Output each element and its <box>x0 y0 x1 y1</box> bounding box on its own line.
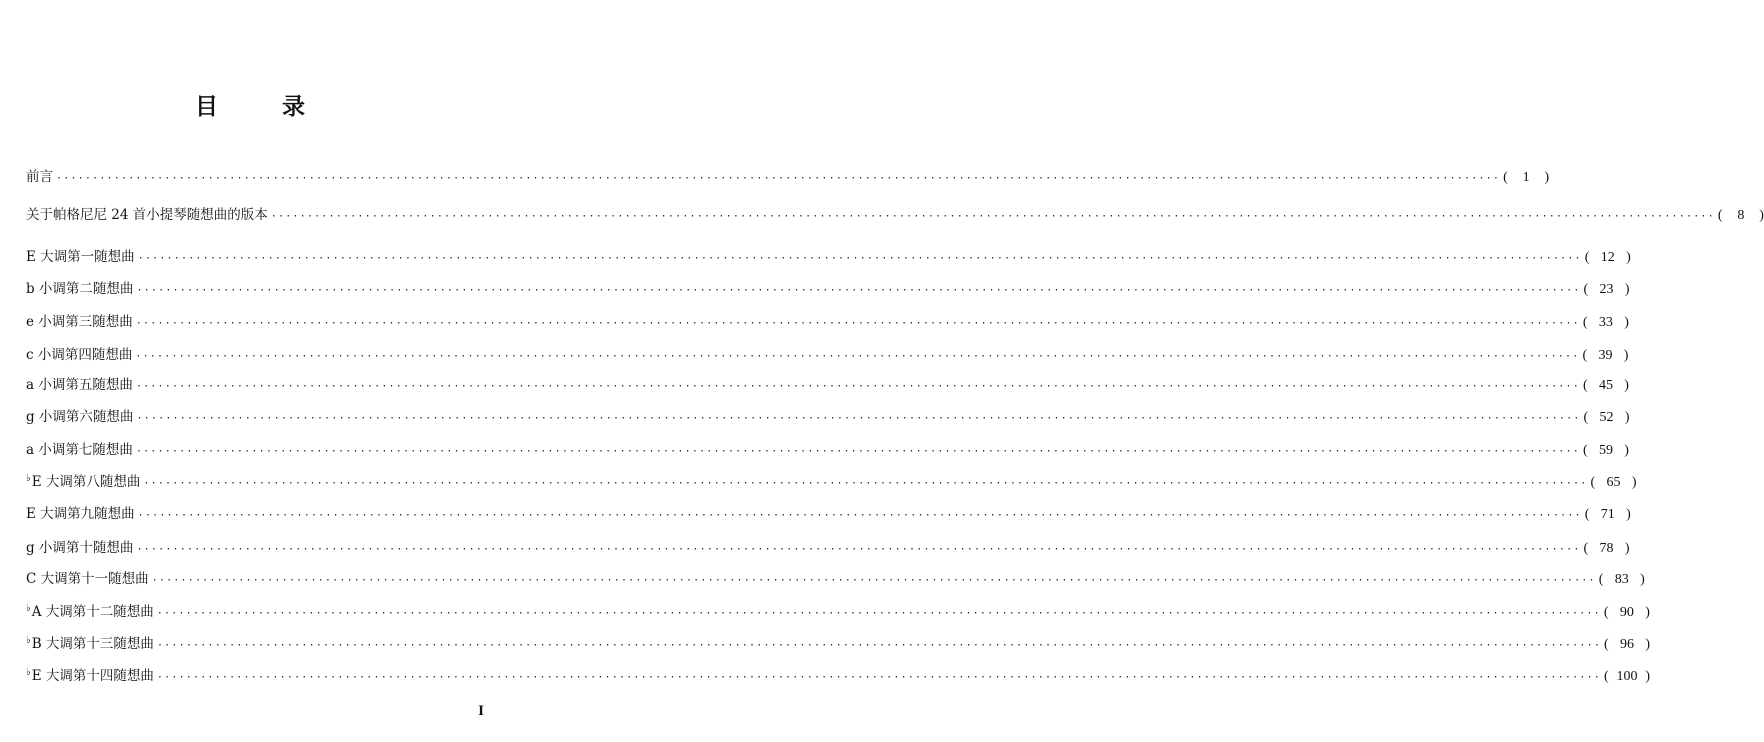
paren-close: ) <box>1640 572 1645 587</box>
paren-open: ( <box>1598 572 1604 587</box>
toc-entry-page <box>1583 375 1629 397</box>
page-title <box>0 88 500 121</box>
toc-entry <box>26 246 1631 268</box>
toc-entry-page <box>1604 634 1650 656</box>
toc-entry-text: E 大调第一随想曲 <box>26 249 135 265</box>
paren-open: ( <box>1603 605 1609 620</box>
toc-entry-text: 前言 <box>26 169 53 185</box>
toc-entry-title <box>26 246 135 268</box>
page-number: 100 <box>1616 669 1638 684</box>
paren-open: ( <box>1584 250 1590 265</box>
paren-open: ( <box>1717 208 1723 223</box>
toc-entry-page <box>1584 279 1630 301</box>
page-number: 33 <box>1598 315 1613 330</box>
page-number: 12 <box>1600 250 1615 265</box>
dot-leader: ········································································································································································································ <box>156 608 1601 619</box>
toc-entry-title <box>26 537 133 559</box>
paren-open: ( <box>1582 315 1588 330</box>
paren-open: ( <box>1582 378 1588 393</box>
paren-open: ( <box>1583 282 1589 297</box>
toc-entry <box>26 537 1630 559</box>
toc-entry-text: g 小调第六随想曲 <box>26 409 134 425</box>
toc-entry-title <box>26 633 154 657</box>
toc-entry-text: g 小调第十随想曲 <box>26 540 134 556</box>
page-number: 23 <box>1599 282 1614 297</box>
toc-entry-page <box>1585 504 1631 526</box>
dot-leader: ········································································································································································································ <box>56 173 1501 184</box>
flat-sign: ♭ <box>26 635 31 646</box>
paren-close: ) <box>1624 378 1629 393</box>
toc-entry-text: C 大调第十一随想曲 <box>26 571 149 587</box>
toc-entry-title <box>26 374 133 396</box>
dot-leader: ········································································································································································································ <box>156 672 1601 683</box>
toc-entry-title <box>26 278 133 300</box>
flat-sign: ♭ <box>26 603 31 614</box>
page-number: 65 <box>1606 475 1621 490</box>
dot-leader: ········································································································································································································ <box>135 318 1580 329</box>
toc-entry-text: E 大调第十四随想曲 <box>31 668 154 684</box>
toc-entry <box>26 374 1629 396</box>
toc-entry <box>26 601 1650 623</box>
paren-open: ( <box>1590 475 1596 490</box>
paren-open: ( <box>1582 348 1588 363</box>
toc-entry-text: B 大调第十三随想曲 <box>31 636 154 652</box>
paren-open: ( <box>1583 541 1589 556</box>
toc-entry-page <box>1604 666 1650 688</box>
dot-leader: ········································································································································································································ <box>156 640 1602 651</box>
toc-entry-page <box>1604 602 1650 624</box>
toc-entry-text: 关于帕格尼尼 24 首小提琴随想曲的版本 <box>26 207 268 223</box>
toc-entry-title <box>26 439 133 461</box>
toc-entry-page <box>1590 472 1636 494</box>
toc-entry-page <box>1503 167 1549 189</box>
paren-open: ( <box>1503 170 1508 185</box>
toc-entry-title <box>26 471 140 495</box>
paren-close: ) <box>1626 507 1631 522</box>
dot-leader: ········································································································································································································ <box>136 285 1581 296</box>
paren-open: ( <box>1582 443 1588 458</box>
toc-entry <box>26 204 1764 226</box>
toc-entry-page <box>1584 407 1630 429</box>
dot-leader: ········································································································································································································ <box>135 446 1580 457</box>
toc-entry-text: b 小调第二随想曲 <box>26 281 134 297</box>
toc-entry-title <box>26 311 133 333</box>
page-number: 59 <box>1598 443 1613 458</box>
toc-entry-page <box>1599 569 1645 591</box>
toc-entry <box>26 633 1651 655</box>
dot-leader: ········································································································································································································ <box>135 351 1580 362</box>
toc-entry-page <box>1583 440 1629 462</box>
page-title-part2: 录 <box>282 94 305 120</box>
paren-close: ) <box>1624 541 1630 556</box>
paren-close: ) <box>1544 170 1550 185</box>
toc-entry <box>26 344 1629 366</box>
paren-open: ( <box>1603 669 1609 684</box>
paren-close: ) <box>1624 282 1630 297</box>
toc-entry-page <box>1582 345 1628 367</box>
dot-leader: ········································································································································································································ <box>137 510 1582 521</box>
dot-leader: ········································································································································································································ <box>136 544 1581 555</box>
paren-close: ) <box>1624 443 1629 458</box>
toc-entry <box>26 311 1629 333</box>
toc-entry-title <box>26 665 154 689</box>
page-number: 39 <box>1598 348 1613 363</box>
toc-entry-page <box>1585 247 1631 269</box>
toc-entry-text: E 大调第八随想曲 <box>31 474 141 490</box>
toc-entry-text: E 大调第九随想曲 <box>26 506 135 522</box>
page-number: 8 <box>1737 208 1745 223</box>
paren-open: ( <box>1584 507 1590 522</box>
toc-entry-text: A 大调第十二随想曲 <box>31 604 154 620</box>
paren-open: ( <box>1604 637 1609 652</box>
toc-entry-title <box>26 166 53 188</box>
toc-entry <box>26 166 1550 188</box>
paren-close: ) <box>1631 475 1637 490</box>
paren-close: ) <box>1624 315 1629 330</box>
toc-entry <box>26 471 1637 493</box>
paren-close: ) <box>1626 250 1631 265</box>
toc-entry-text: a 小调第七随想曲 <box>26 442 133 458</box>
page-number: 90 <box>1619 605 1634 620</box>
paren-close: ) <box>1624 410 1630 425</box>
toc-entry-title <box>26 503 135 525</box>
dot-leader: ········································································································································································································ <box>270 211 1715 222</box>
toc-entry <box>26 406 1630 428</box>
paren-close: ) <box>1645 637 1651 652</box>
toc-entry-text: a 小调第五随想曲 <box>26 377 133 393</box>
dot-leader: ········································································································································································································ <box>136 413 1581 424</box>
dot-leader: ········································································································································································································ <box>151 575 1596 586</box>
paren-open: ( <box>1583 410 1589 425</box>
page-title-part1: 目 <box>195 94 218 120</box>
toc-entry-title <box>26 344 132 366</box>
flat-sign: ♭ <box>26 473 31 484</box>
page-number-roman: I <box>478 703 484 719</box>
page-number: 1 <box>1522 170 1530 185</box>
toc-entry <box>26 439 1629 461</box>
flat-sign: ♭ <box>26 667 31 678</box>
page-number: 45 <box>1598 378 1613 393</box>
toc-entry <box>26 665 1650 687</box>
toc-entry-text: e 小调第三随想曲 <box>26 314 133 330</box>
toc-entry-title <box>26 406 133 428</box>
toc-entry-page <box>1584 538 1630 560</box>
page-number: 52 <box>1599 410 1614 425</box>
page-number: 71 <box>1600 507 1615 522</box>
toc-entry <box>26 568 1645 590</box>
page-number: 78 <box>1599 541 1614 556</box>
paren-close: ) <box>1759 208 1764 223</box>
toc-entry-title <box>26 568 149 590</box>
toc-entry-text: c 小调第四随想曲 <box>26 347 133 363</box>
toc-entry-title <box>26 204 268 226</box>
toc-entry <box>26 503 1631 525</box>
toc-entry <box>26 278 1630 300</box>
toc-entry-title <box>26 601 154 625</box>
page-number: 96 <box>1620 637 1635 652</box>
dot-leader: ········································································································································································································ <box>143 478 1588 489</box>
toc-entry-page <box>1583 312 1629 334</box>
dot-leader: ········································································································································································································ <box>137 253 1582 264</box>
paren-close: ) <box>1623 348 1629 363</box>
page-number: 83 <box>1614 572 1629 587</box>
toc-entry-page <box>1718 205 1764 227</box>
dot-leader: ········································································································································································································ <box>135 381 1580 392</box>
paren-close: ) <box>1645 605 1650 620</box>
paren-close: ) <box>1645 669 1650 684</box>
